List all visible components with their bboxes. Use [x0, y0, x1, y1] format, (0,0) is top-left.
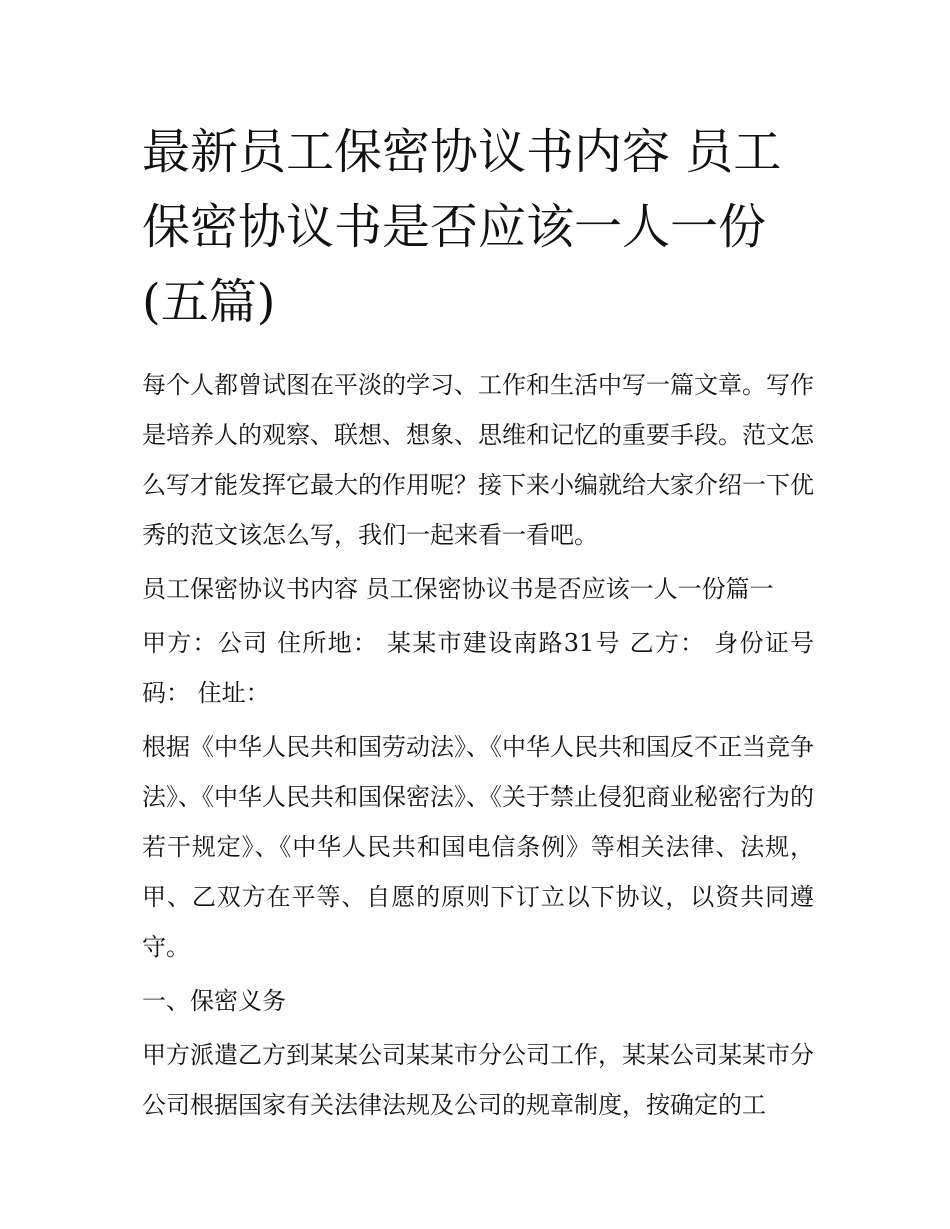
legal-basis-paragraph: 根据《中华人民共和国劳动法》、《中华人民共和国反不正当竞争法》、《中华人民共和国保密法》、《关于禁止侵犯商业秘密行为的若干规定》、《中华人民共和国电信条例》等相关法律、法规，甲、乙双方在平等、自愿的原则下订立以下协议，以资共同遵守。: [142, 733, 814, 961]
assignment-paragraph: 甲方派遣乙方到某某公司某某市分公司工作，某某公司某某市分公司根据国家有关法律法规及公司的规章制度，按确定的工: [142, 1041, 814, 1119]
intro-paragraph: 每个人都曾试图在平淡的学习、工作和生活中写一篇文章。写作是培养人的观察、联想、想象、思维和记忆的重要手段。范文怎么写才能发挥它最大的作用呢？接下来小编就给大家介绍一下优秀的范文该怎么写，我们一起来看一看吧。: [142, 371, 814, 549]
parties-paragraph: 甲方：公司 住所地： 某某市建设南路31号 乙方： 身份证号码： 住址：: [142, 629, 814, 707]
section-heading-part-one: 员工保密协议书内容 员工保密协议书是否应该一人一份篇一: [142, 575, 774, 603]
document-title: 最新员工保密协议书内容 员工保密协议书是否应该一人一份(五篇): [142, 124, 782, 330]
clause-heading-confidentiality: 一、保密义务: [142, 987, 286, 1015]
document-body: [142, 360, 814, 1130]
document-page: [142, 115, 814, 1134]
